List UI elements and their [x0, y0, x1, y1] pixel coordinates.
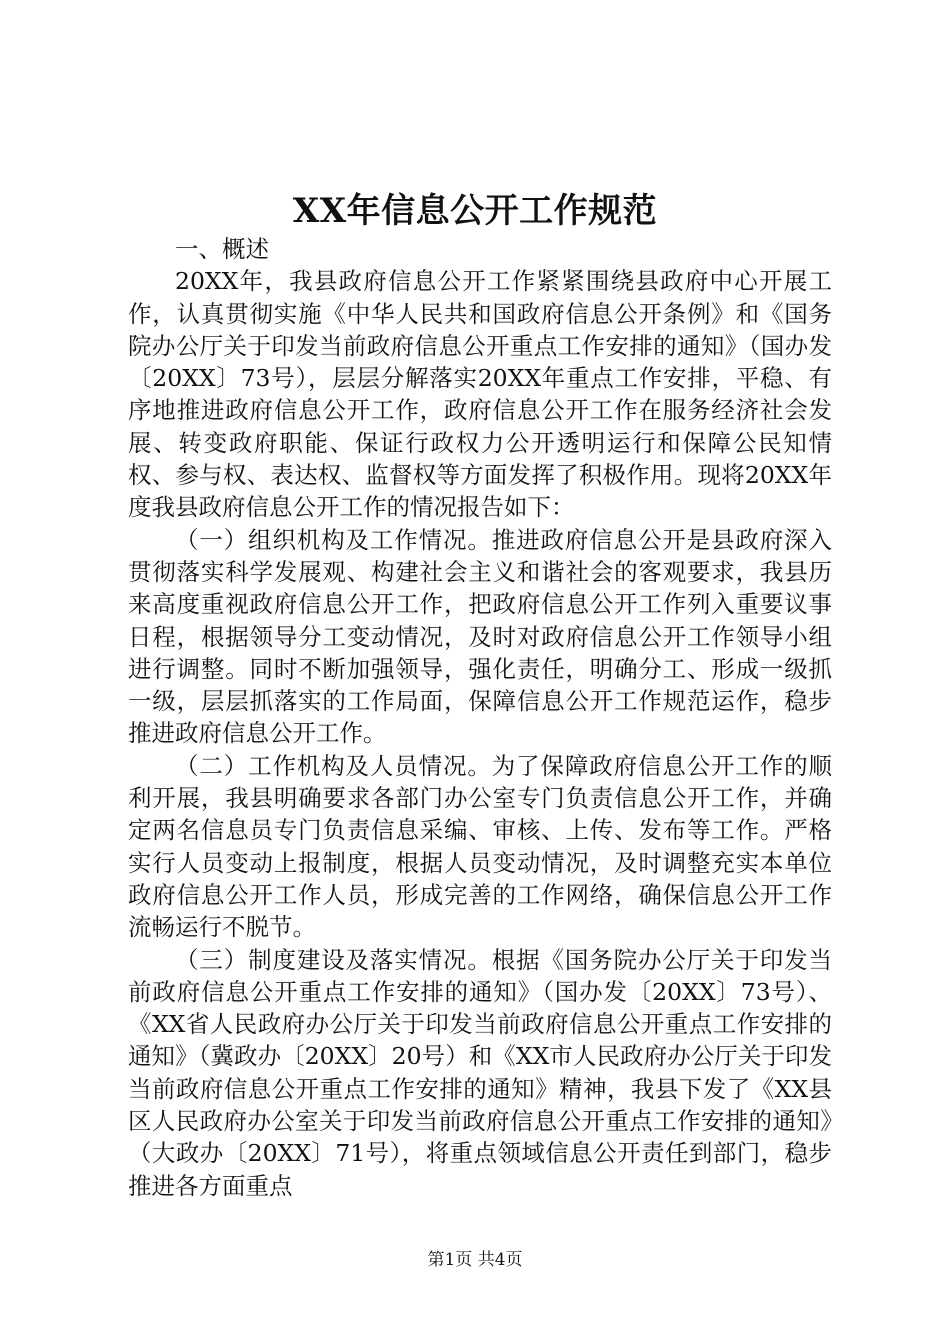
document-title: XX年信息公开工作规范 [292, 191, 658, 231]
document-body [128, 233, 832, 1202]
page-footer: 第1页 共4页 [427, 1250, 523, 1270]
section-heading: 一、概述 [175, 235, 269, 263]
paragraph-staffing: （二）工作机构及人员情况。为了保障政府信息公开工作的顺利开展，我县明确要求各部门办公室专门负责信息公开工作，并确定两名信息员专门负责信息采编、审核、上传、发布等工作。严格实行人员变动上报制度，根据人员变动情况，及时调整充实本单位政府信息公开工作人员，形成完善的工作网络，确保信息公开工作流畅运行不脱节。 [128, 751, 832, 942]
paragraph-overview: 20XX年，我县政府信息公开工作紧紧围绕县政府中心开展工作，认真贯彻实施《中华人民共和国政府信息公开条例》和《国务院办公厅关于印发当前政府信息公开重点工作安排的通知》（国办发〔20XX〕73号），层层分解落实20XX年重点工作安排，平稳、有序地推进政府信息公开工作，政府信息公开工作在服务经济社会发展、转变政府职能、保证行政权力公开透明运行和保障公民知情权、参与权、表达权、监督权等方面发挥了积极作用。现将20XX年度我县政府信息公开工作的情况报告如下： [128, 267, 832, 522]
paragraph-institution: （三）制度建设及落实情况。根据《国务院办公厅关于印发当前政府信息公开重点工作安排的通知》（国办发〔20XX〕73号）、《XX省人民政府办公厅关于印发当前政府信息公开重点工作安排的通知》（冀政办〔20XX〕20号）和《XX市人民政府办公厅关于印发当前政府信息公开重点工作安排的通知》精神，我县下发了《XX县区人民政府办公室关于印发当前政府信息公开重点工作安排的通知》（大政办〔20XX〕71号），将重点领域信息公开责任到部门，稳步推进各方面重点 [128, 945, 832, 1200]
paragraph-organization: （一）组织机构及工作情况。推进政府信息公开是县政府深入贯彻落实科学发展观、构建社会主义和谐社会的客观要求，我县历来高度重视政府信息公开工作，把政府信息公开工作列入重要议事日程，根据领导分工变动情况，及时对政府信息公开工作领导小组进行调整。同时不断加强领导，强化责任，明确分工、形成一级抓一级，层层抓落实的工作局面，保障信息公开工作规范运作，稳步推进政府信息公开工作。 [128, 525, 832, 748]
